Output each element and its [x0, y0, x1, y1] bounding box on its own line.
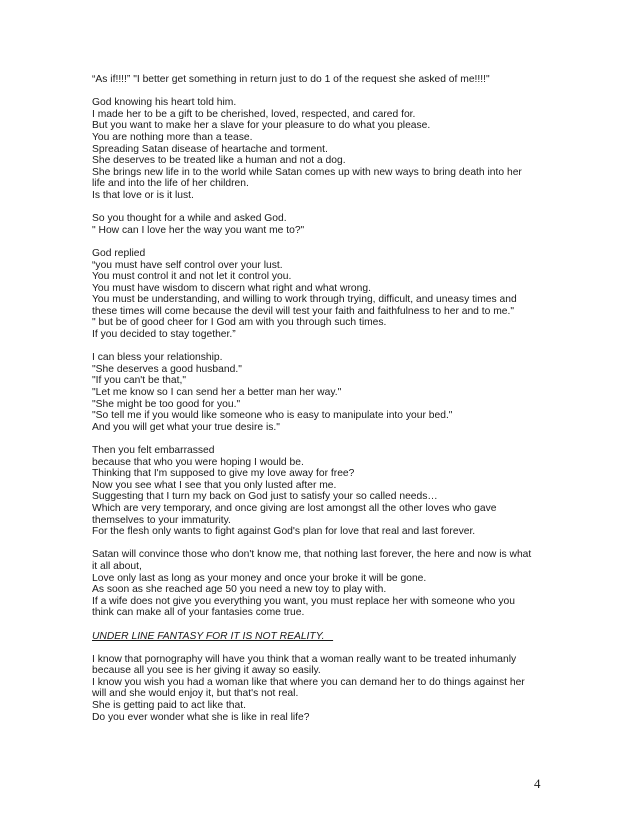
text-line: God knowing his heart told him.: [92, 97, 237, 109]
text-line: Spreading Satan disease of heartache and torment.: [92, 143, 328, 155]
text-line: If you decided to stay together.”: [92, 329, 236, 341]
text-line: So you thought for a while and asked God.: [92, 213, 287, 225]
text-line: themselves to your immaturity.: [92, 514, 231, 526]
text-line: because that who you were hoping I would be.: [92, 456, 304, 468]
text-line: Which are very temporary, and once giving are lost amongst all the other loves who gave: [92, 502, 497, 514]
text-line: She deserves to be treated like a human and not a dog.: [92, 155, 346, 167]
text-line: Love only last as long as your money and once your broke it will be gone.: [92, 572, 427, 584]
paragraph-god-knowing: [92, 97, 562, 201]
text-line: "Let me know so I can send her a better man her way.": [92, 387, 342, 399]
text-line: I know you wish you had a woman like that where you can demand her to do things against her: [92, 676, 525, 688]
text-line: life and into the life of her children.: [92, 178, 249, 190]
text-line: I made her to be a gift to be cherished, loved, respected, and cared for.: [92, 108, 416, 120]
text-line: You are nothing more than a tease.: [92, 131, 253, 143]
text-line: think can make all of your fantasies come true.: [92, 607, 305, 619]
underlined-heading: UNDER LINE FANTASY FOR IT IS NOT REALITY.: [92, 630, 334, 642]
text-line: Now you see what I see that you only lusted after me.: [92, 479, 337, 491]
text-line: She is getting paid to act like that.: [92, 700, 246, 712]
page-number: 4: [534, 776, 541, 791]
text-line: these times will come because the devil will test your faith and faithfulness to her and to me.": [92, 305, 515, 317]
paragraph-asked-god: [92, 213, 562, 236]
document-body: [92, 74, 562, 735]
paragraph-pornography: [92, 654, 562, 724]
text-line: because all you see is her giving it away so easily.: [92, 665, 321, 677]
text-line: Thinking that I'm supposed to give my love away for free?: [92, 468, 355, 480]
text-line: "If you can't be that,": [92, 375, 186, 387]
text-line: "She deserves a good husband.": [92, 363, 242, 375]
text-line: it all about,: [92, 560, 142, 572]
text-line: You must be understanding, and willing to work through trying, difficult, and uneasy times and: [92, 294, 517, 306]
text-line: She brings new life in to the world while Satan comes up with new ways to bring death into her: [92, 166, 522, 178]
text-line: “you must have self control over your lust.: [92, 259, 283, 271]
text-line: You must control it and not let it control you.: [92, 271, 292, 283]
text-line: “As if!!!!” "I better get something in return just to do 1 of the request she asked of me!!!!": [92, 74, 490, 85]
text-line: "She might be too good for you.": [92, 398, 241, 410]
paragraph-as-if: [92, 74, 562, 86]
section-heading: [92, 631, 562, 643]
paragraph-god-replied: [92, 248, 562, 341]
text-line: For the flesh only wants to fight against God's plan for love that real and last forever.: [92, 526, 476, 538]
text-line: And you will get what your true desire is.": [92, 421, 280, 433]
text-line: Suggesting that I turn my back on God just to satisfy your so called needs…: [92, 491, 438, 503]
paragraph-satan-convince: [92, 549, 562, 619]
text-line: I know that pornography will have you think that a woman really want to be treated inhumanly: [92, 653, 517, 665]
text-line: Is that love or is it lust.: [92, 189, 194, 201]
text-line: " but be of good cheer for I God am with you through such times.: [92, 317, 387, 329]
text-line: " How can I love her the way you want me to?": [92, 224, 305, 236]
text-line: If a wife does not give you everything you want, you must replace her with someone who you: [92, 595, 515, 607]
text-line: Then you felt embarrassed: [92, 445, 215, 456]
text-line: "So tell me if you would like someone who is easy to manipulate into your bed.": [92, 410, 453, 422]
text-line: As soon as she reached age 50 you need a new toy to play with.: [92, 584, 387, 596]
paragraph-embarrassed: [92, 445, 562, 538]
text-line: Do you ever wonder what she is like in real life?: [92, 711, 310, 723]
text-line: I can bless your relationship.: [92, 352, 223, 364]
text-line: will and she would enjoy it, but that's not real.: [92, 688, 299, 700]
paragraph-bless-relationship: [92, 352, 562, 433]
text-line: Satan will convince those who don't know me, that nothing last forever, the here and now is what: [92, 549, 532, 561]
text-line: But you want to make her a slave for your pleasure to do what you please.: [92, 120, 431, 132]
text-line: God replied: [92, 247, 146, 259]
text-line: You must have wisdom to discern what right and what wrong.: [92, 282, 371, 294]
